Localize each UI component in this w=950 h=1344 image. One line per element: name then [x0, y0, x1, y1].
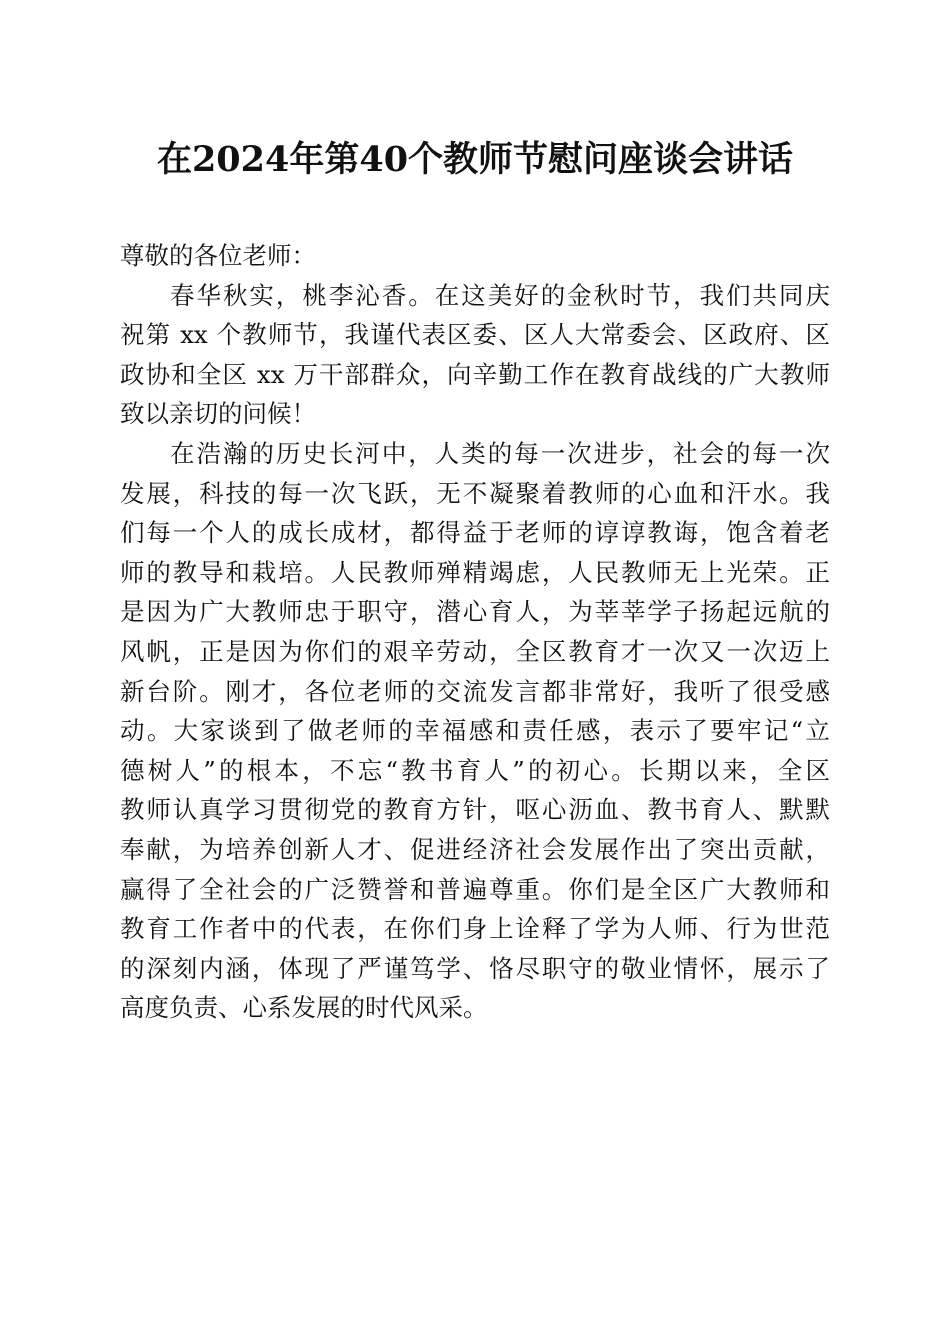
paragraph-1-line-4: 致以亲切的问候！: [120, 399, 316, 429]
paragraph-1-line-2: 祝第 xx 个教师节，我谨代表区委、区人大常委会、区政府、区: [120, 320, 830, 350]
paragraph-2-line-9: 德树人”的根本，不忘“教书育人”的初心。长期以来，全区: [120, 755, 830, 785]
paragraph-2-line-10: 教师认真学习贯彻党的教育方针，呕心沥血、教书育人、默默: [120, 795, 830, 825]
paragraph-1-line-1: 春华秋实，桃李沁香。在这美好的金秋时节，我们共同庆: [170, 280, 830, 310]
paragraph-2-line-5: 是因为广大教师忠于职守，潜心育人，为莘莘学子扬起远航的: [120, 597, 830, 627]
paragraph-2-line-15: 高度负责、心系发展的时代风采。: [120, 993, 488, 1023]
paragraph-2-line-1: 在浩瀚的历史长河中，人类的每一次进步，社会的每一次: [170, 438, 830, 468]
salutation: 尊敬的各位老师：: [120, 241, 316, 270]
paragraph-1-line-3: 政协和全区 xx 万干部群众，向辛勤工作在教育战线的广大教师: [120, 359, 830, 389]
paragraph-2-line-8: 动。大家谈到了做老师的幸福感和责任感，表示了要牢记“立: [120, 716, 830, 746]
paragraph-2-line-12: 赢得了全社会的广泛赞誉和普遍尊重。你们是全区广大教师和: [120, 874, 830, 904]
paragraph-2-line-3: 们每一个人的成长成材，都得益于老师的谆谆教诲，饱含着老: [120, 518, 830, 548]
paragraph-2-line-7: 新台阶。刚才，各位老师的交流发言都非常好，我听了很受感: [120, 676, 830, 706]
paragraph-2-line-6: 风帆，正是因为你们的艰辛劳动，全区教育才一次又一次迈上: [120, 636, 830, 666]
paragraph-2-line-2: 发展，科技的每一次飞跃，无不凝聚着教师的心血和汗水。我: [120, 478, 830, 508]
paragraph-2-line-4: 师的教导和栽培。人民教师殚精竭虑，人民教师无上光荣。正: [120, 557, 830, 587]
document-title: 在2024年第40个教师节慰问座谈会讲话: [156, 139, 794, 180]
paragraph-2-line-14: 的深刻内涵，体现了严谨笃学、恪尽职守的敬业情怀，展示了: [120, 953, 830, 983]
paragraph-2-line-13: 教育工作者中的代表，在你们身上诠释了学为人师、行为世范: [120, 914, 830, 944]
document-body: [120, 236, 830, 1028]
paragraph-2-line-11: 奉献，为培养创新人才、促进经济社会发展作出了突出贡献，: [120, 834, 830, 864]
